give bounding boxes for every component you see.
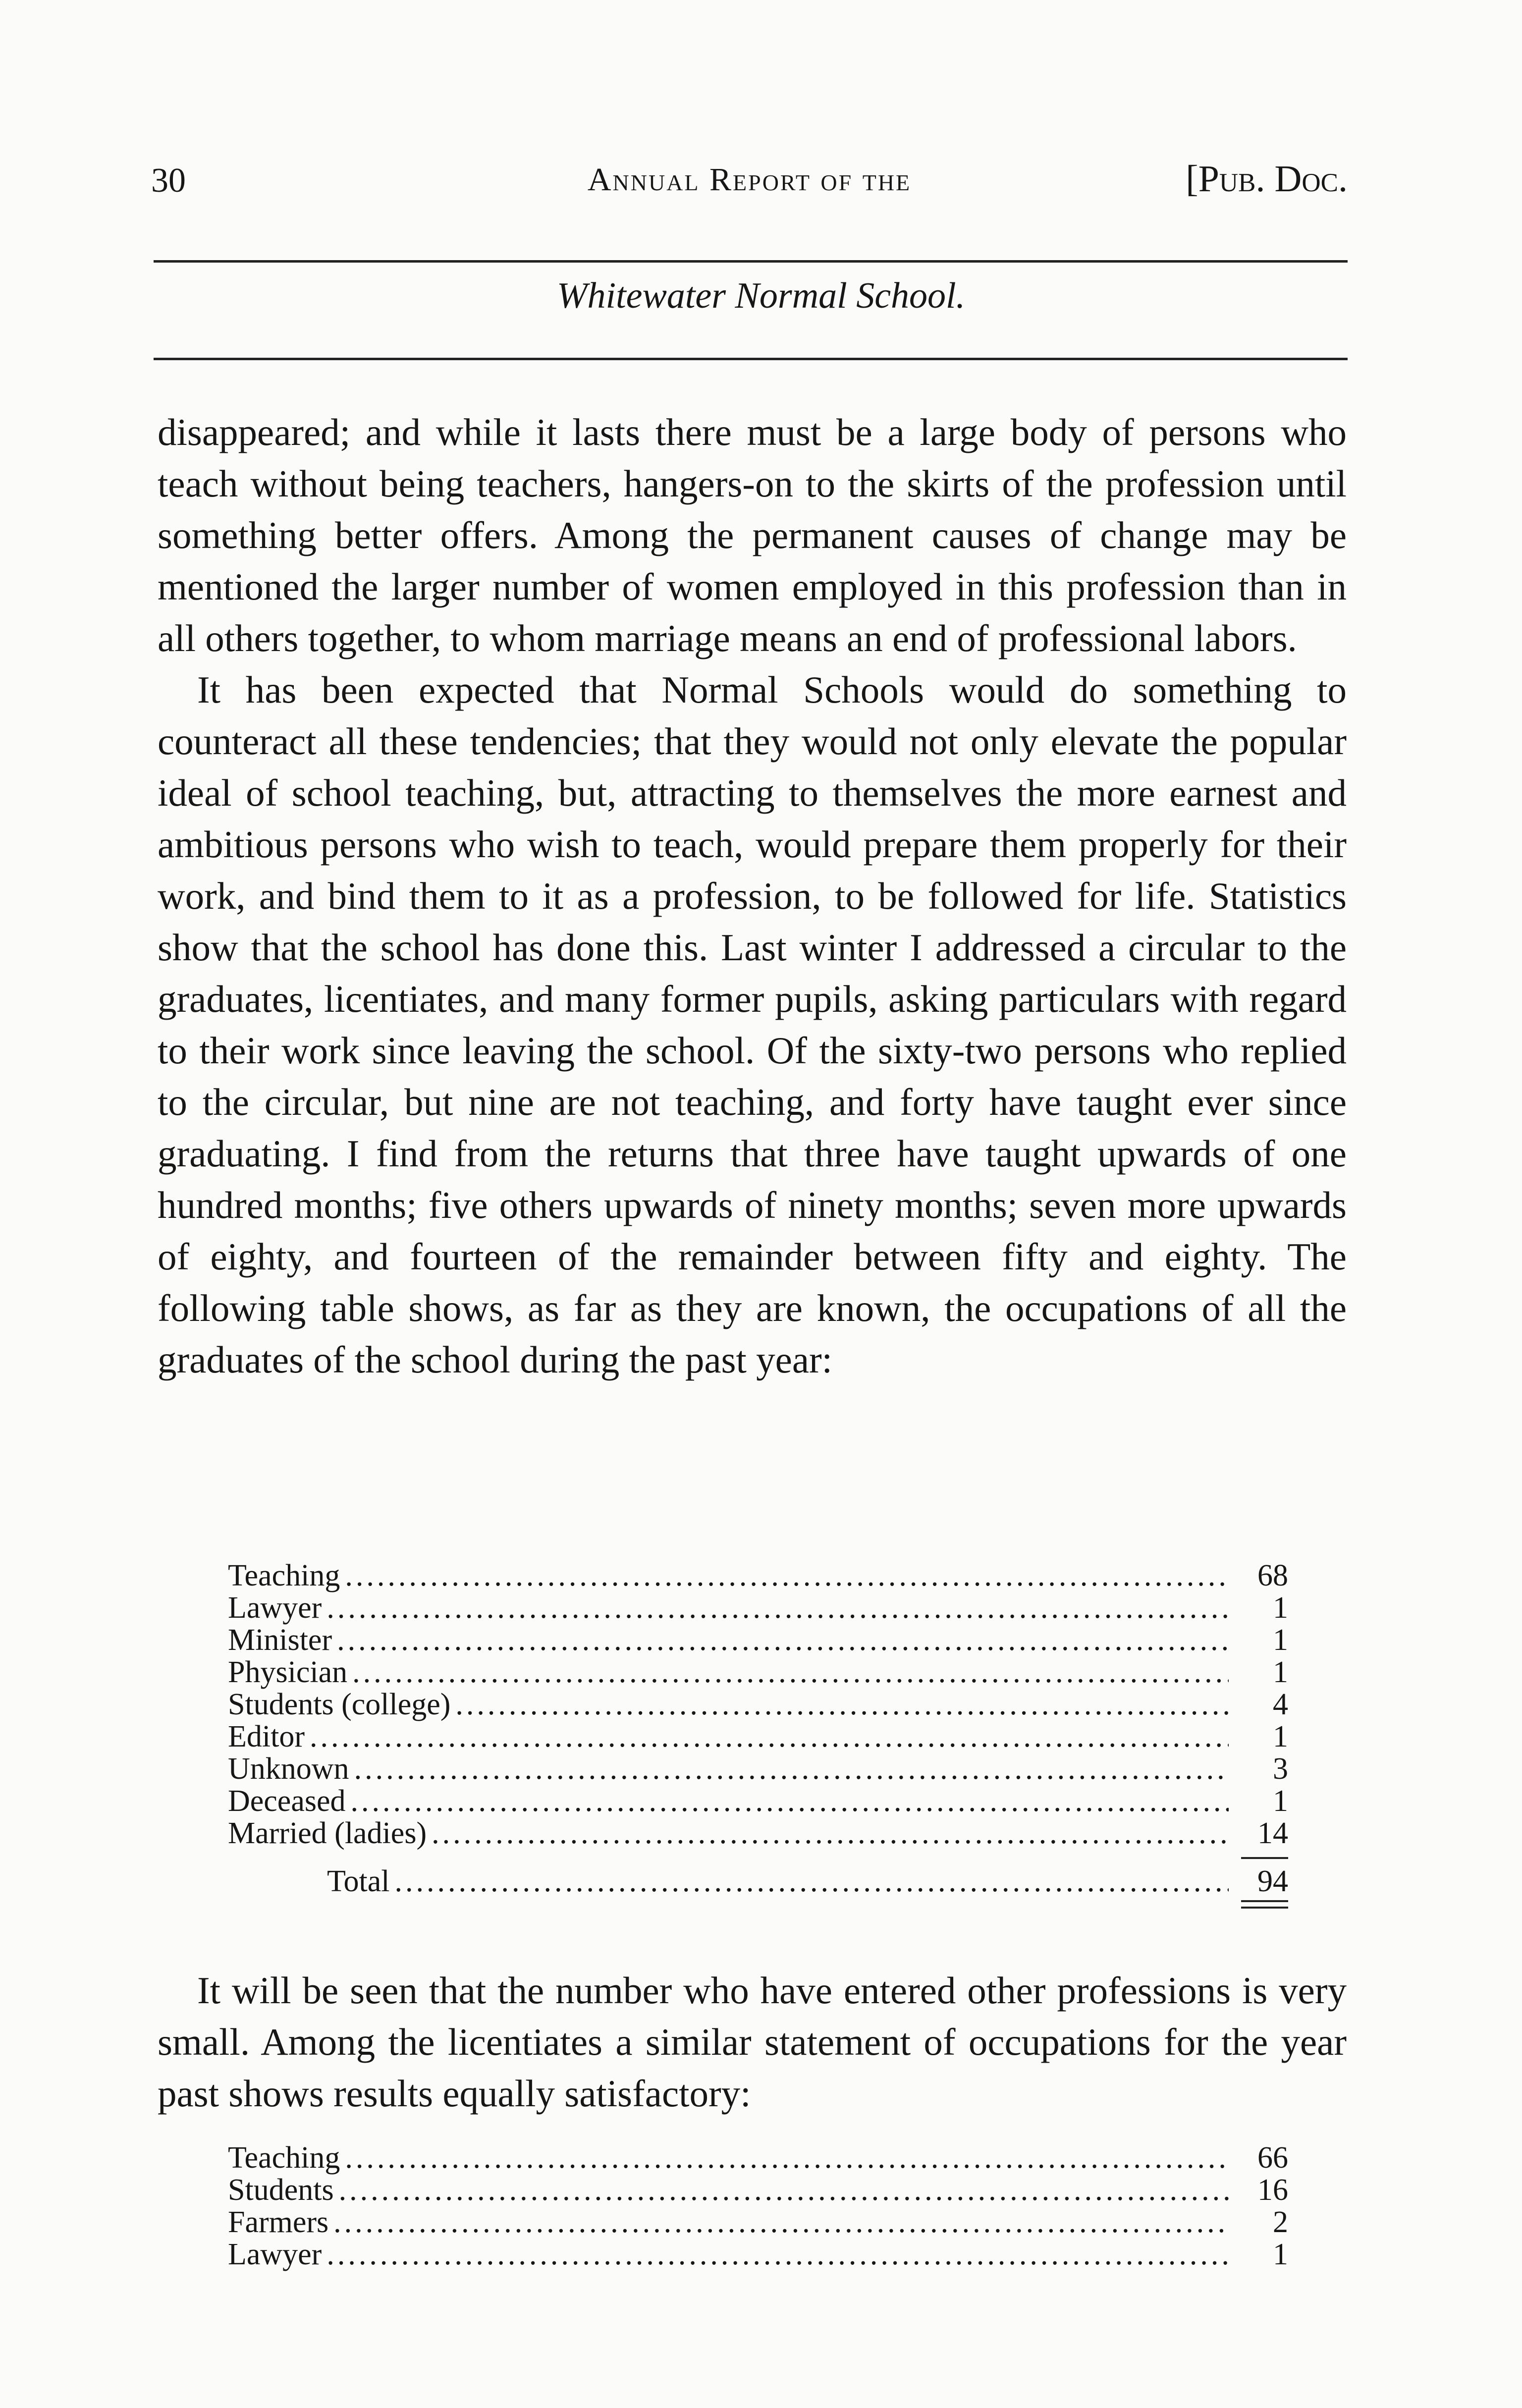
table-row <box>228 2205 1288 2237</box>
dot-leader <box>354 1751 1229 1787</box>
row-label: Lawyer <box>228 2238 322 2271</box>
table-row <box>228 1590 1288 1623</box>
body-text-lower <box>158 1965 1347 2119</box>
row-value: 2 <box>1273 2205 1288 2239</box>
row-label: Lawyer <box>228 1591 322 1625</box>
table-row <box>228 1719 1288 1751</box>
table-row <box>228 2173 1288 2205</box>
row-value: 16 <box>1257 2173 1288 2207</box>
row-label: Farmers <box>228 2205 329 2239</box>
row-value: 1 <box>1273 1720 1288 1753</box>
sum-rule <box>1241 1857 1288 1859</box>
dot-leader <box>339 2173 1229 2208</box>
dot-leader <box>345 2140 1229 2176</box>
double-rule <box>1241 1900 1288 1909</box>
dot-leader <box>455 1687 1229 1722</box>
row-label: Teaching <box>228 2141 340 2175</box>
header-rule <box>154 260 1348 263</box>
table-row <box>228 1687 1288 1719</box>
paragraph-2: It has been expected that Normal Schools would do something to counteract all these tendencies; that they would not only elevate the popular ideal of school teaching, but, attracting to themselves the more earnest and ambitious persons who wish to teach, would prepare them properly for their work, and bind them to it as a profession, to be followed for life. Statistics show that the school has done this. Last winter I addressed a circular to the graduates, licentiates, and many former pupils, asking particulars with regard to their work since leaving the school. Of the sixty-two persons who replied to the circular, but nine are not teaching, and forty have taught ever since graduating. I find from the returns that three have taught upwards of one hundred months; five others upwards of ninety months; seven more upwards of eighty, and fourteen of the remainder between fifty and eighty. The following table shows, as far as they are known, the occupations of all the graduates of the school during the past year: <box>158 668 1347 1381</box>
dot-leader <box>326 2237 1229 2272</box>
dot-leader <box>395 1864 1229 1899</box>
dot-leader <box>352 1655 1229 1690</box>
graduates-occupation-table <box>228 1558 1288 1913</box>
row-value: 1 <box>1273 1591 1288 1625</box>
table-row <box>228 2237 1288 2269</box>
section-subtitle: Whitewater Normal School. <box>556 275 966 316</box>
licentiates-occupation-table <box>228 2140 1288 2269</box>
row-value: 1 <box>1273 2238 1288 2271</box>
row-label: Minister <box>228 1623 332 1657</box>
document-label: [Pub. Doc. <box>1186 158 1348 200</box>
subtitle-rule <box>154 358 1348 360</box>
paragraph-3: It will be seen that the number who have entered other professions is very small. Among the licentiates a similar statement of occupations for the year past shows results equally satisfactory: <box>158 1969 1347 2115</box>
table-row <box>228 1784 1288 1816</box>
dot-leader <box>345 1558 1229 1593</box>
row-value: 1 <box>1273 1784 1288 1818</box>
row-value: 66 <box>1257 2141 1288 2175</box>
table-row <box>228 1751 1288 1784</box>
row-value: 68 <box>1257 1559 1288 1592</box>
table-row <box>228 1655 1288 1687</box>
dot-leader <box>432 1816 1229 1851</box>
total-row <box>228 1864 1288 1896</box>
row-label: Physician <box>228 1655 348 1689</box>
row-value: 14 <box>1257 1816 1288 1850</box>
row-label: Students (college) <box>228 1688 451 1721</box>
dot-leader <box>310 1719 1229 1754</box>
row-value: 1 <box>1273 1623 1288 1657</box>
table-row <box>228 1623 1288 1655</box>
dot-leader <box>333 2205 1229 2240</box>
row-label: Teaching <box>228 1559 340 1592</box>
total-label: Total <box>327 1864 390 1898</box>
row-value: 3 <box>1273 1752 1288 1786</box>
row-value: 4 <box>1273 1688 1288 1721</box>
row-label: Students <box>228 2173 334 2207</box>
table-row <box>228 1558 1288 1590</box>
page-header <box>151 154 1348 208</box>
running-title: Annual Report of the <box>587 162 912 198</box>
body-text-upper <box>158 406 1347 1385</box>
dot-leader <box>337 1623 1229 1658</box>
table-row <box>228 2140 1288 2173</box>
paragraph-1: disappeared; and while it lasts there must be a large body of persons who teach without being teachers, hangers-on to the skirts of the profession until something better offers. Among the permanent causes of change may be mentioned the larger number of women employed in this profession than in all others together, to whom marriage means an end of professional labors. <box>158 411 1347 659</box>
row-label: Unknown <box>228 1752 349 1786</box>
total-value: 94 <box>1257 1864 1288 1898</box>
page-number: 30 <box>151 162 186 200</box>
dot-leader <box>326 1590 1229 1626</box>
row-label: Editor <box>228 1720 305 1753</box>
row-label: Deceased <box>228 1784 346 1818</box>
dot-leader <box>351 1784 1229 1819</box>
row-value: 1 <box>1273 1655 1288 1689</box>
row-label: Married (ladies) <box>228 1816 427 1850</box>
table-row <box>228 1816 1288 1848</box>
